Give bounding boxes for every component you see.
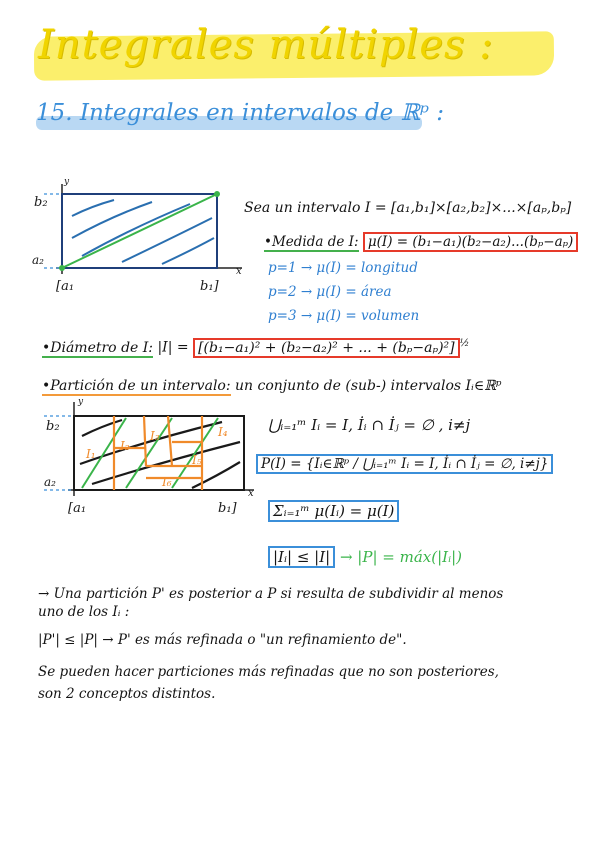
diameter-block <box>42 338 469 356</box>
hatching <box>72 200 214 264</box>
partition-label: •Partición de un intervalo: <box>42 378 231 394</box>
diameter-formula: [(b₁−a₁)² + (b₂−a₂)² + ... + (bₚ−aₚ)²] <box>193 338 460 358</box>
interval-definition: Sea un intervalo I = [a₁,b₁]×[a₂,b₂]×...×[aₚ,bₚ] <box>244 200 572 216</box>
p-label-b2: b₂ <box>46 419 60 434</box>
cell-4: I₄ <box>218 425 228 439</box>
diameter-label: •Diámetro de I: <box>42 339 154 356</box>
p1-line <box>268 260 418 276</box>
union-line: ⋃ᵢ₌₁ᵐ Iᵢ = I, İᵢ ∩ İⱼ = ∅ , i≠j <box>268 416 471 434</box>
partition-text: un conjunto de (sub-) intervalos Iᵢ∈ℝᵖ <box>235 378 502 394</box>
cell-2: I₂ <box>120 439 130 453</box>
measure-label: •Medida de I: <box>264 234 359 250</box>
cell-1: I₁ <box>86 447 96 461</box>
p-label-x: x <box>248 488 254 499</box>
cell-5: I₅ <box>192 453 202 467</box>
p-label-a2: a₂ <box>44 475 56 489</box>
cell-3: I₃ <box>150 429 160 443</box>
section-heading: 15. Integrales en intervalos de ℝᵖ : <box>36 100 444 126</box>
interval-diagram <box>22 176 252 296</box>
sum-line: Σᵢ₌₁ᵐ μ(Iᵢ) = μ(I) <box>268 500 399 522</box>
partition-block <box>42 378 501 394</box>
partition-grid <box>114 416 202 490</box>
note-line-4: Se pueden hacer particiones más refinadas que no son posteriores, <box>38 664 499 680</box>
cell-6: I₆ <box>162 475 172 489</box>
p1-text: p=1 → μ(I) = longitud <box>268 260 418 276</box>
def-line: P(I) = {Iᵢ∈ℝᵖ / ⋃ᵢ₌₁ᵐ Iᵢ = I, İᵢ ∩ İⱼ = ∅, i≠j} <box>256 454 553 474</box>
p2-line <box>268 284 392 300</box>
measure-formula: μ(I) = (b₁−a₁)(b₂−a₂)...(bₚ−aₚ) <box>363 232 578 252</box>
label-b1: b₁] <box>200 279 219 294</box>
label-a1: [a₁ <box>56 279 75 294</box>
sum-line-wrap <box>268 502 399 520</box>
note-line-3: |P'| ≤ |P| → P' es más refinada o "un refinamiento de". <box>38 632 407 648</box>
p-label-a1: [a₁ <box>68 501 87 516</box>
note-line-5: son 2 conceptos distintos. <box>38 686 216 702</box>
diameter-lhs: |I| = <box>157 339 189 356</box>
p-label-b1: b₁] <box>218 501 237 516</box>
diameter-exponent: ½ <box>459 338 470 349</box>
partition-diagram <box>22 396 262 520</box>
label-a2: a₂ <box>32 253 44 267</box>
note-line-2: uno de los Iᵢ : <box>38 604 130 620</box>
measure-block <box>264 234 578 250</box>
vertex-b <box>214 191 220 197</box>
p3-text: p=3 → μ(I) = volumen <box>268 308 420 324</box>
p3-line <box>268 308 419 324</box>
note-line-1: → Una partición P' es posterior a P si resulta de subdividir al menos <box>38 586 504 602</box>
norm-line <box>268 548 462 566</box>
p2-text: p=2 → μ(I) = área <box>268 284 392 300</box>
page-title: Integrales múltiples : <box>38 22 494 68</box>
norm-box: |Iᵢ| ≤ |I| <box>268 546 335 568</box>
norm-rest: → |P| = máx(|Iᵢ|) <box>339 548 462 566</box>
def-line-wrap <box>256 456 553 472</box>
p-label-y: y <box>78 397 84 407</box>
label-y: y <box>64 177 70 187</box>
label-x: x <box>236 266 242 277</box>
label-b2: b₂ <box>34 195 48 210</box>
